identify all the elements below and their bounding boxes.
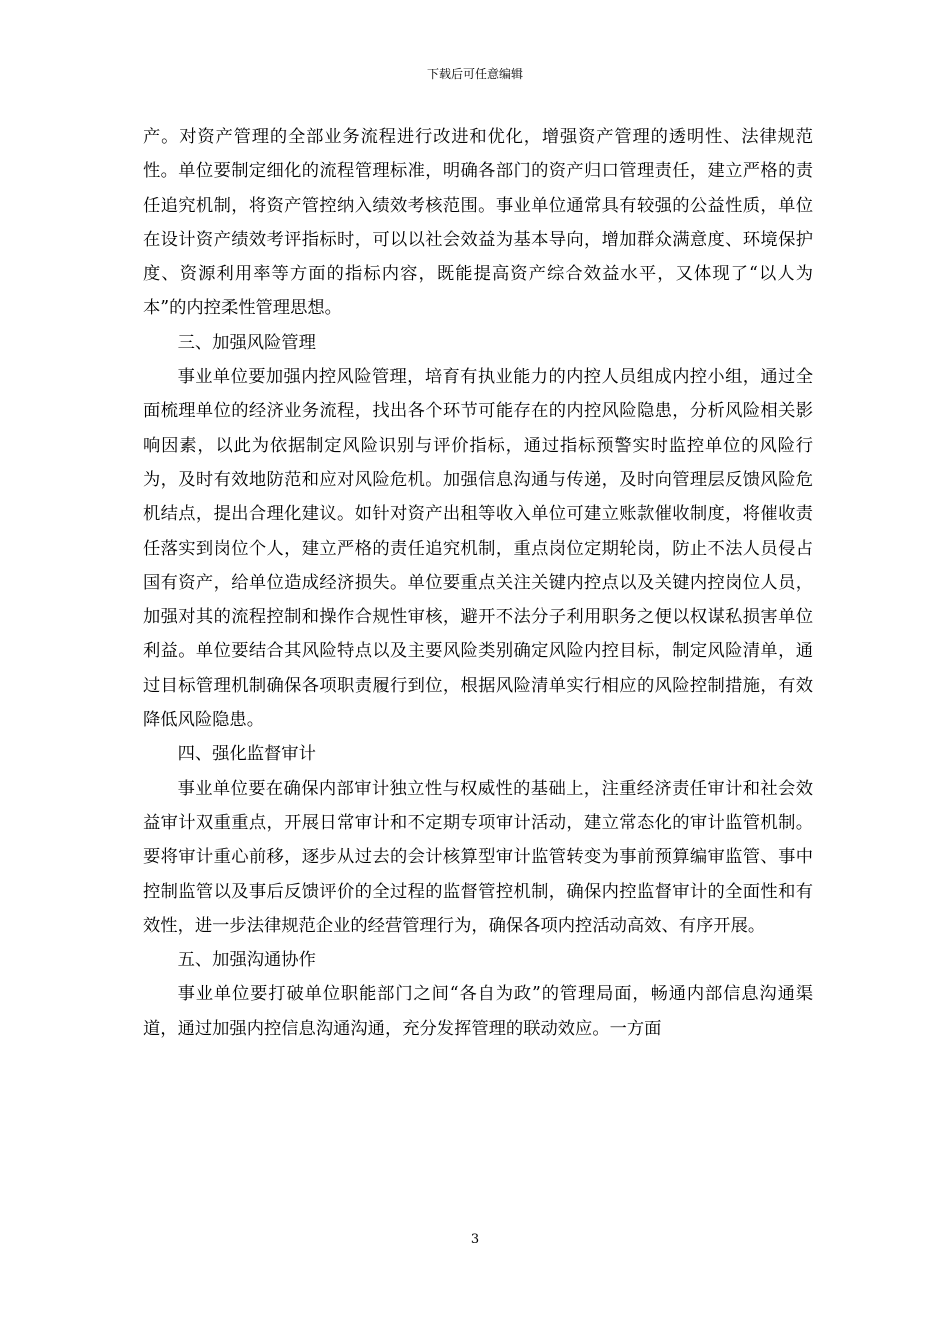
paragraph: 产。对资产管理的全部业务流程进行改进和优化，增强资产管理的透明性、法律规范性。单位要制定细化的流程管理标准，明确各部门的资产归口管理责任，建立严格的责任追究机制，将资产管控纳入绩效考核范围。事业单位通常具有较强的公益性质，单位在设计资产绩效考评指标时，可以以社会效益为基本导向，增加群众满意度、环境保护度、资源利用率等方面的指标内容，既能提高资产综合效益水平，又体现了“以人为本”的内控柔性管理思想。 bbox=[143, 127, 813, 319]
document-body bbox=[143, 120, 813, 1046]
page-header: 下载后可任意编辑 bbox=[426, 67, 523, 81]
paragraph: 事业单位要加强内控风险管理，培育有执业能力的内控人员组成内控小组，通过全面梳理单位的经济业务流程，找出各个环节可能存在的内控风险隐患，分析风险相关影响因素，以此为依据制定风险识别与评价指标，通过指标预警实时监控单位的风险行为，及时有效地防范和应对风险危机。加强信息沟通与传递，及时向管理层反馈风险危机结点，提出合理化建议。如针对资产出租等收入单位可建立账款催收制度，将催收责任落实到岗位个人，建立严格的责任追究机制，重点岗位定期轮岗，防止不法人员侵占国有资产，给单位造成经济损失。单位要重点关注关键内控点以及关键内控岗位人员，加强对其的流程控制和操作合规性审核，避开不法分子利用职务之便以权谋私损害单位利益。单位要结合其风险特点以及主要风险类别确定风险内控目标，制定风险清单，通过目标管理机制确保各项职责履行到位，根据风险清单实行相应的风险控制措施，有效降低风险隐患。 bbox=[143, 367, 813, 731]
page-number: 3 bbox=[470, 1232, 480, 1247]
section-heading: 四、强化监督审计 bbox=[177, 744, 316, 765]
section-heading: 三、加强风险管理 bbox=[177, 332, 316, 353]
paragraph: 事业单位要在确保内部审计独立性与权威性的基础上，注重经济责任审计和社会效益审计双重重点，开展日常审计和不定期专项审计活动，建立常态化的审计监管机制。要将审计重心前移，逐步从过去的会计核算型审计监管转变为事前预算编审监管、事中控制监管以及事后反馈评价的全过程的监督管控机制，确保内控监督审计的全面性和有效性，进一步法律规范企业的经营管理行为，确保各项内控活动高效、有序开展。 bbox=[143, 778, 813, 936]
paragraph: 事业单位要打破单位职能部门之间“各自为政”的管理局面，畅通内部信息沟通渠道，通过加强内控信息沟通沟通，充分发挥管理的联动效应。一方面 bbox=[143, 984, 813, 1039]
section-heading: 五、加强沟通协作 bbox=[177, 950, 316, 971]
